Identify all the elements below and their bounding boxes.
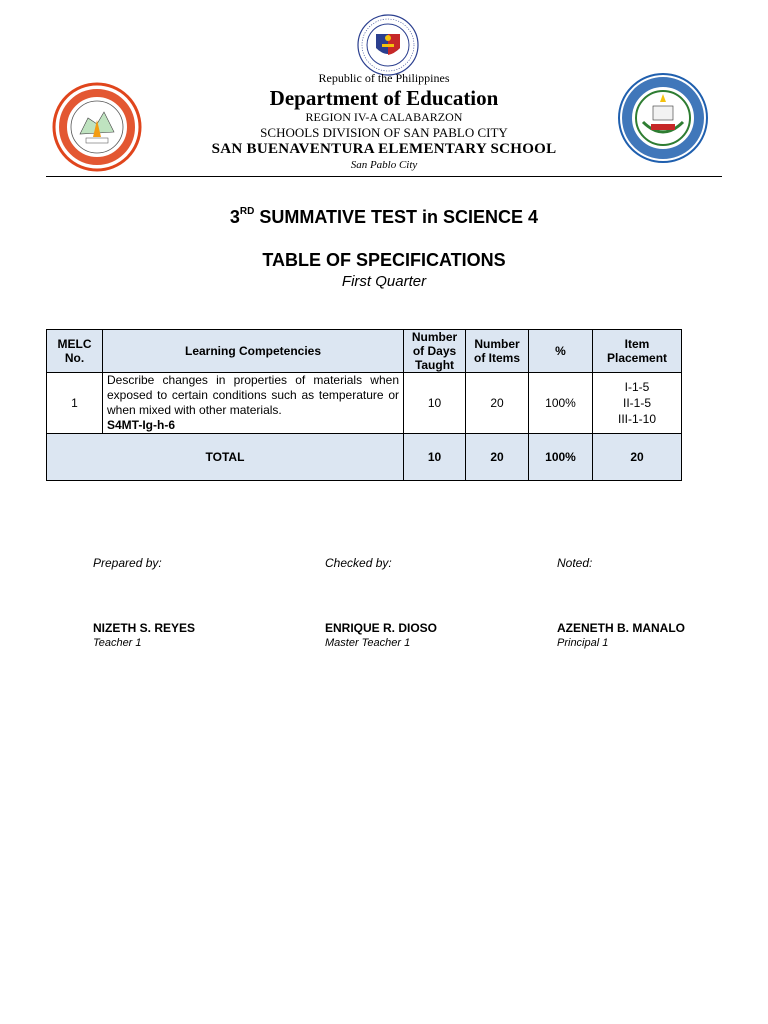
days-cell: 10 (404, 373, 466, 434)
division-text: SCHOOLS DIVISION OF SAN PABLO CITY (260, 125, 508, 140)
competency-text: Describe changes in properties of materials when exposed to certain conditions such as temperature or when mixed with other materials. (107, 373, 399, 417)
total-row (47, 434, 682, 481)
checked-by-label: Checked by: (325, 556, 392, 570)
noted-label: Noted: (557, 556, 593, 570)
placement-item: I-1-5 (624, 380, 650, 394)
department-title: Department of Education (269, 86, 499, 110)
placement-cell (593, 373, 682, 434)
placement-item: II-1-5 (622, 396, 651, 410)
header-percent: % (529, 330, 593, 373)
table-row (47, 373, 682, 434)
placement-item: III-1-10 (617, 412, 656, 426)
preparer-title: Teacher 1 (93, 637, 142, 649)
melc-number: 1 (47, 373, 103, 434)
competency-cell (103, 373, 404, 434)
checker-title: Master Teacher 1 (325, 637, 411, 649)
tos-title: TABLE OF SPECIFICATIONS (262, 250, 506, 270)
total-items: 20 (466, 434, 529, 481)
quarter-subtitle: First Quarter (341, 273, 427, 290)
checker-name: ENRIQUE R. DIOSO (325, 621, 438, 635)
total-label: TOTAL (47, 434, 404, 481)
header-items: Number of Items (466, 330, 529, 373)
total-placement: 20 (593, 434, 682, 481)
noter-title: Principal 1 (557, 637, 609, 649)
header-competencies: Learning Competencies (103, 330, 404, 373)
prepared-by-label: Prepared by: (93, 556, 162, 570)
header-divider (46, 176, 722, 177)
region-text: REGION IV-A CALABARZON (305, 110, 463, 124)
table-header-row (47, 330, 682, 373)
header-placement: Item Placement (593, 330, 682, 373)
competency-code: S4MT-Ig-h-6 (107, 418, 175, 432)
deped-seal-icon (357, 14, 419, 76)
test-title (0, 207, 768, 228)
republic-text: Republic of the Philippines (318, 71, 450, 85)
items-cell: 20 (466, 373, 529, 434)
school-name: SAN BUENAVENTURA ELEMENTARY SCHOOL (211, 141, 557, 157)
noter-name: AZENETH B. MANALO (557, 621, 685, 635)
total-percent: 100% (529, 434, 593, 481)
total-days: 10 (404, 434, 466, 481)
city-text: San Pablo City (350, 159, 418, 171)
test-name: SUMMATIVE TEST in SCIENCE 4 (254, 207, 539, 227)
header-melc: MELC No. (47, 330, 103, 373)
header-days: Number of Days Taught (404, 330, 466, 373)
specification-table (46, 329, 682, 481)
test-number: 3 (229, 207, 240, 227)
test-ordinal-suffix: RD (239, 206, 255, 217)
percent-cell: 100% (529, 373, 593, 434)
preparer-name: NIZETH S. REYES (93, 621, 196, 635)
